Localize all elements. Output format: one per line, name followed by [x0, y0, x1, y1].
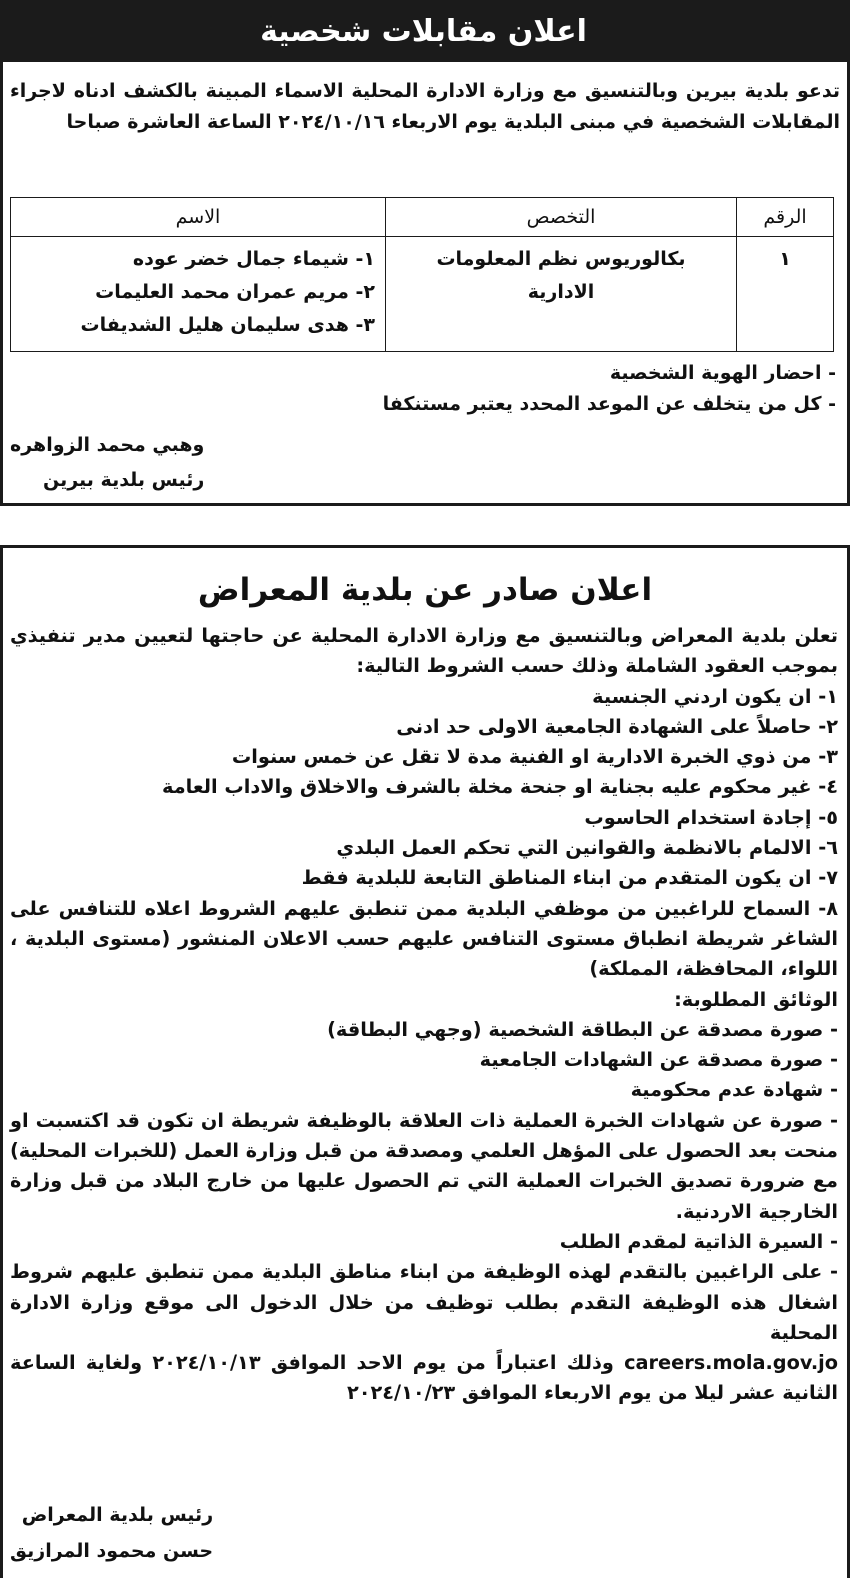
candidates-table — [10, 197, 834, 352]
document-item: - السيرة الذاتية لمقدم الطلب — [559, 1229, 838, 1253]
interview-announcement-title: اعلان مقابلات شخصية — [0, 0, 847, 62]
signatory-role: رئيس بلدية بيرين — [42, 469, 205, 491]
note-item: - كل من يتخلف عن الموعد المحدد يعتبر مستنكفا — [382, 393, 836, 415]
candidate-name: ٣- هدى سليمان هليل الشديفات — [80, 314, 375, 336]
interview-signature — [10, 428, 204, 498]
condition-item: ١- ان يكون اردني الجنسية — [592, 684, 838, 708]
interview-notes — [383, 358, 836, 420]
header-number: الرقم — [737, 198, 834, 237]
condition-item: ٦- الالمام بالانظمة والقوانين التي تحكم العمل البلدي — [336, 836, 838, 860]
document-item: - صورة مصدقة عن البطاقة الشخصية (وجهي البطاقة) — [327, 1017, 838, 1041]
row-number: ١ — [737, 237, 834, 352]
signatory-name: وهبي محمد الزواهره — [10, 434, 205, 456]
row-specialty — [386, 237, 737, 352]
condition-item: ٢- حاصلاً على الشهادة الجامعية الاولى حد ادنى — [396, 714, 838, 738]
row-names — [11, 237, 386, 352]
vacancy-intro: تعلن بلدية المعراض وبالتنسيق مع وزارة الادارة المحلية عن حاجتها لتعيين مدير تنفيذي بموجب العقود الشاملة وذلك حسب الشروط التالية: — [10, 624, 838, 678]
candidate-name: ١- شيماء جمال خضر عوده — [132, 248, 375, 270]
document-item: - على الراغبين بالتقدم لهذه الوظيفة من ابناء مناطق البلدية ممن تنطبق عليهم شروط اشغال هذه الوظيفة التقدم بطلب توظيف من خلال الدخول الى موقع وزارة الادارة المحلية — [10, 1260, 838, 1344]
deadline-paragraph — [10, 1348, 838, 1409]
condition-item: ٧- ان يكون المتقدم من ابناء المناطق التابعة للبلدية فقط — [301, 866, 838, 890]
condition-item: ٨- السماح للراغبين من موظفي البلدية ممن تنطبق عليهم الشروط اعلاه للتنافس على الشاغر شريطة انطباق مستوى التنافس عليهم حسب الاعلان المنشور (مستوى البلدية ، اللواء، المحافظة، المملكة) — [10, 896, 838, 981]
header-name: الاسم — [11, 198, 386, 237]
vacancy-signature — [10, 1497, 213, 1569]
signatory-name: حسن محمود المرازيق — [10, 1540, 214, 1562]
document-item: - صورة عن شهادات الخبرة العملية ذات العلاقة بالوظيفة شريطة ان تكون قد اكتسبت او منحت بعد الحصول على المؤهل العلمي ومصدقة من قبل وزارة العمل (للخبرات المحلية) مع ضرورة تصديق الخبرات العملية التي تم الحصول عليها من خارج البلاد من قبل وزارة الخارجية الاردنية. — [10, 1108, 838, 1223]
interview-announcement-intro: تدعو بلدية بيرين وبالتنسيق مع وزارة الادارة المحلية الاسماء المبينة بالكشف ادناه لاجراء المقابلات الشخصية في مبنى البلدية يوم الاربعاء ٢٠٢٤/١٠/١٦ الساعة العاشرة صباحا — [10, 80, 840, 133]
header-specialty: التخصص — [386, 198, 737, 237]
table-header-row — [11, 198, 834, 237]
vacancy-announcement-title: اعلان صادر عن بلدية المعراض — [197, 572, 653, 608]
website-link[interactable]: careers.mola.gov.jo — [624, 1351, 839, 1375]
note-item: - احضار الهوية الشخصية — [609, 362, 836, 384]
vacancy-announcement-body — [10, 621, 838, 1409]
deadline-text: وذلك اعتباراً من يوم الاحد الموافق ٢٠٢٤/١٠/١٣ ولغاية الساعة الثانية عشر ليلا من يوم الاربعاء الموافق ٢٠٢٤/١٠/٢٣ — [10, 1351, 838, 1405]
signatory-role: رئيس بلدية المعراض — [21, 1504, 214, 1526]
candidate-name: ٢- مريم عمران محمد العليمات — [95, 281, 375, 303]
condition-item: ٤- غير محكوم عليه بجناية او جنحة مخلة بالشرف والاخلاق والاداب العامة — [162, 775, 838, 799]
document-item: - شهادة عدم محكومية — [630, 1078, 838, 1102]
condition-item: ٣- من ذوي الخبرة الادارية او الفنية مدة لا تقل عن خمس سنوات — [231, 745, 838, 769]
specialty-line: بكالوريوس نظم المعلومات — [436, 248, 686, 270]
condition-item: ٥- إجادة استخدام الحاسوب — [584, 805, 838, 829]
documents-heading: الوثائق المطلوبة: — [674, 987, 838, 1011]
specialty-line: الادارية — [527, 281, 595, 303]
table-row — [11, 237, 834, 352]
document-item: - صورة مصدقة عن الشهادات الجامعية — [479, 1048, 838, 1072]
